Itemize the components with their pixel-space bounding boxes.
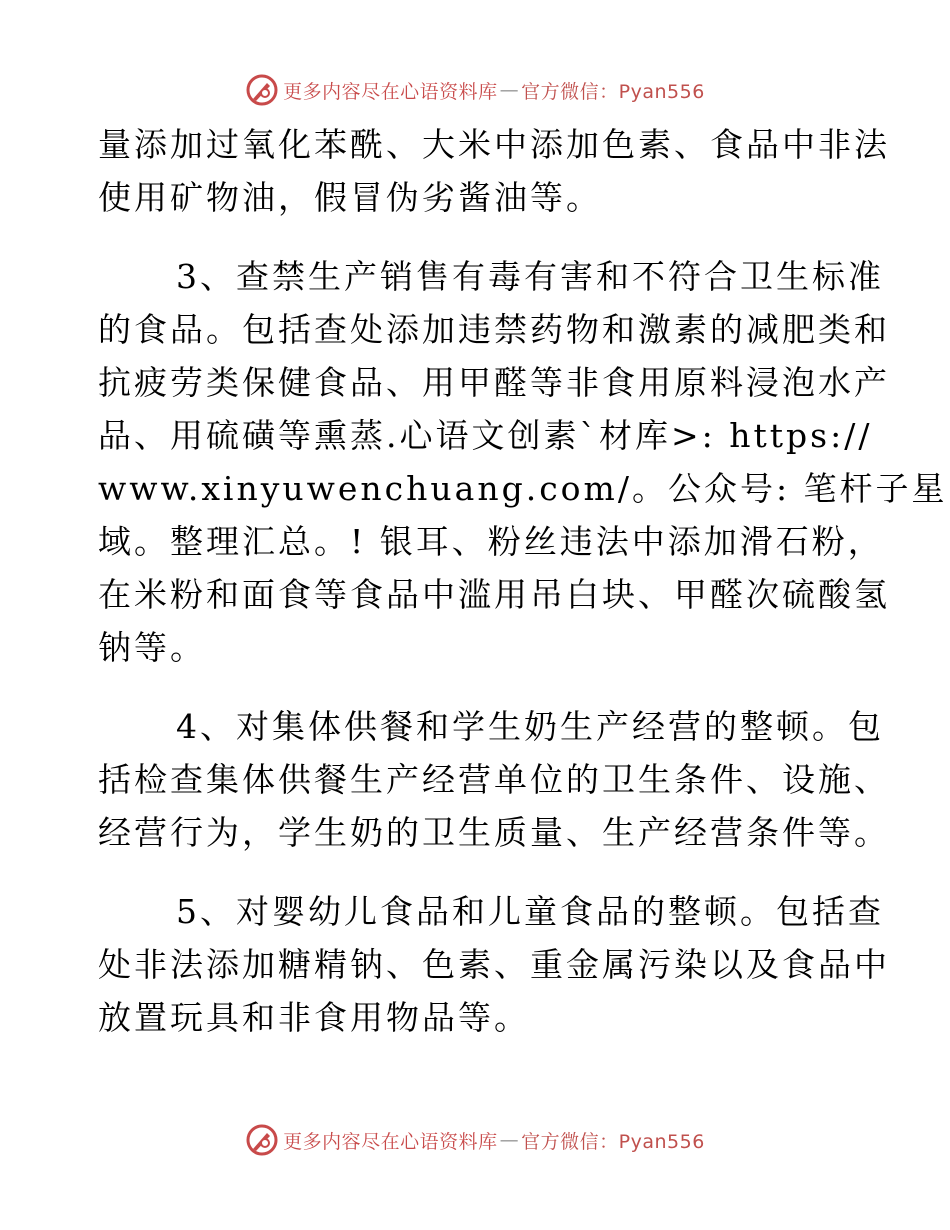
watermark-separator: — bbox=[499, 1129, 520, 1151]
paragraph-item-3 bbox=[98, 250, 948, 674]
header-watermark bbox=[0, 70, 950, 110]
paragraph-item-4 bbox=[98, 700, 890, 859]
text-line: 的食品。包括查处添加违禁药物和激素的减肥类和 bbox=[98, 310, 890, 349]
text-line: 3、查禁生产销售有毒有害和不符合卫生标准 bbox=[176, 257, 884, 296]
text-line: 经营行为，学生奶的卫生质量、生产经营条件等。 bbox=[98, 813, 890, 852]
text-line: 处非法添加糖精钠、色素、重金属污染以及食品中 bbox=[98, 945, 890, 984]
text-line: 在米粉和面食等食品中滥用吊白块、甲醛次硫酸氢 bbox=[98, 575, 890, 614]
watermark-contact: 官方微信：Pyan556 bbox=[521, 80, 705, 103]
watermark-separator: — bbox=[499, 79, 520, 101]
text-line: 抗疲劳类保健食品、用甲醛等非食用原料浸泡水产 bbox=[98, 363, 890, 402]
footer-watermark bbox=[0, 1120, 950, 1160]
document-body bbox=[98, 118, 948, 1044]
watermark-text: 更多内容尽在心语资料库 bbox=[283, 1130, 498, 1153]
watermark-contact: 官方微信：Pyan556 bbox=[521, 1130, 705, 1153]
text-line: 括检查集体供餐生产经营单位的卫生条件、设施、 bbox=[98, 760, 890, 799]
text-line: 放置玩具和非食用物品等。 bbox=[98, 998, 530, 1037]
text-line: 量添加过氧化苯酰、大米中添加色素、食品中非法 bbox=[98, 125, 890, 164]
paragraph-continuation bbox=[98, 118, 890, 224]
text-line: www.xinyuwenchuang.com/。公众号: 笔杆子星 bbox=[98, 469, 948, 508]
text-line: 域。整理汇总。! 银耳、粉丝违法中添加滑石粉， bbox=[98, 522, 884, 561]
paragraph-item-5 bbox=[98, 885, 890, 1044]
pen-logo-icon bbox=[245, 73, 279, 107]
text-line: 5、对婴幼儿食品和儿童食品的整顿。包括查 bbox=[176, 892, 884, 931]
pen-logo-icon bbox=[245, 1123, 279, 1157]
text-line: 品、用硫磺等熏蒸.心语文创素`材库>: https:// bbox=[98, 416, 873, 455]
text-line: 4、对集体供餐和学生奶生产经营的整顿。包 bbox=[176, 707, 884, 746]
watermark-text: 更多内容尽在心语资料库 bbox=[283, 80, 498, 103]
text-line: 钠等。 bbox=[98, 628, 206, 667]
text-line: 使用矿物油，假冒伪劣酱油等。 bbox=[98, 178, 602, 217]
